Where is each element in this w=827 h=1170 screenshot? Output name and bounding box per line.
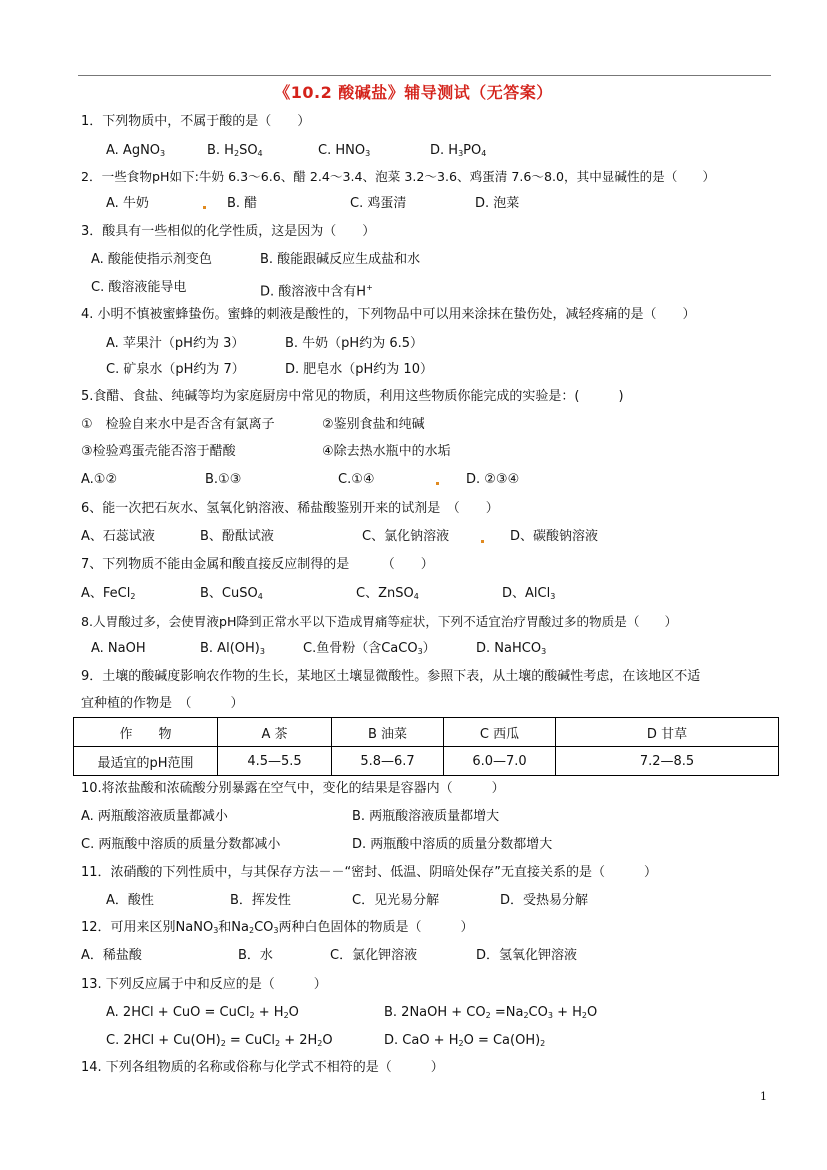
page-number: 1 bbox=[760, 1090, 767, 1103]
q5-item-1: ① 检验自来水中是否含有氯离子 bbox=[81, 417, 275, 432]
q5-item-4: ④除去热水瓶中的水垢 bbox=[322, 444, 451, 459]
q3-option-a: A. 酸能使指示剂变色 bbox=[91, 252, 212, 267]
q6-option-d: D、碳酸钠溶液 bbox=[510, 529, 599, 544]
q1-option-d: D. $H_3PO_4$ bbox=[430, 143, 487, 158]
q3-option-d: D. 酸溶液中含有H+ bbox=[260, 283, 373, 300]
table-cell: 最适宜的pH范围 bbox=[74, 747, 218, 776]
crop-ph-table bbox=[73, 717, 779, 776]
q13-option-b: B. 2NaOH + $CO_2 =Na_2CO_3 + H_2O$ bbox=[384, 1005, 598, 1020]
q12-option-d: D．氢氧化钾溶液 bbox=[476, 948, 578, 963]
table-cell: C 西瓜 bbox=[444, 718, 556, 747]
q11-option-b: B．挥发性 bbox=[230, 893, 291, 908]
table-row bbox=[74, 747, 779, 776]
question-14: 14. 下列各组物质的名称或俗称与化学式不相符的是（ ） bbox=[81, 1060, 444, 1075]
q3-option-b: B. 酸能跟碱反应生成盐和水 bbox=[260, 252, 421, 267]
q1-option-a: A. AgNO$_3$ bbox=[106, 143, 166, 158]
table-cell: 作 物 bbox=[74, 718, 218, 747]
header-rule bbox=[78, 75, 771, 76]
table-cell: 7.2—8.5 bbox=[556, 747, 779, 776]
table-cell: B 油菜 bbox=[332, 718, 444, 747]
q4-option-d: D. 肥皂水（pH约为 10） bbox=[285, 362, 433, 377]
q2-option-b: B. 醋 bbox=[227, 196, 258, 211]
q1-option-b: B. $H_2SO_4$ bbox=[207, 143, 263, 158]
q4-option-b: B. 牛奶（pH约为 6.5） bbox=[285, 336, 424, 351]
q13-option-c: C. $2HCl + Cu(OH)_2$ = CuCl$_2$ + $2H_2O$ bbox=[106, 1033, 333, 1048]
q7-option-a: A、FeCl$_2$ bbox=[81, 586, 136, 601]
question-13: 13. 下列反应属于中和反应的是（ ） bbox=[81, 977, 327, 992]
q5-item-3: ③检验鸡蛋壳能否溶于醋酸 bbox=[81, 444, 236, 459]
q5-item-2: ②鉴别食盐和纯碱 bbox=[322, 417, 425, 432]
question-5: 5.食醋、食盐、纯碱等均为家庭厨房中常见的物质，利用这些物质你能完成的实验是：( ) bbox=[81, 389, 624, 404]
q8-option-c: C.鱼骨粉（含CaCO$_3$） bbox=[303, 641, 436, 656]
table-cell: D 甘草 bbox=[556, 718, 779, 747]
q3-option-c: C. 酸溶液能导电 bbox=[91, 280, 187, 295]
table-header-row bbox=[74, 718, 779, 747]
q5-option-c: C.①④ bbox=[338, 472, 375, 487]
q11-option-d: D．受热易分解 bbox=[500, 893, 589, 908]
q6-option-a: A、石蕊试液 bbox=[81, 529, 155, 544]
table-cell: A 茶 bbox=[218, 718, 332, 747]
q10-option-b: B. 两瓶酸溶液质量都增大 bbox=[352, 809, 500, 824]
q7-option-c: C、ZnSO$_4$ bbox=[356, 586, 419, 601]
q4-option-c: C. 矿泉水（pH约为 7） bbox=[106, 362, 245, 377]
page-title: 《10.2 酸碱盐》辅导测试（无答案） bbox=[274, 83, 553, 102]
question-1: 1．下列物质中，不属于酸的是（ ） bbox=[81, 114, 311, 129]
q2-option-c: C. 鸡蛋清 bbox=[350, 196, 407, 211]
q6-option-b: B、酚酞试液 bbox=[200, 529, 274, 544]
table-cell: 6.0—7.0 bbox=[444, 747, 556, 776]
q2-option-d: D. 泡菜 bbox=[475, 196, 520, 211]
q10-option-d: D. 两瓶酸中溶质的质量分数都增大 bbox=[352, 837, 553, 852]
question-9-cont: 宜种植的作物是 （ ） bbox=[81, 696, 244, 711]
q7-option-d: D、AlCl$_3$ bbox=[502, 586, 556, 601]
question-8: 8.人胃酸过多，会使胃液pH降到正常水平以下造成胃痛等症状，下列不适宜治疗胃酸过多的物质是（ ） bbox=[81, 614, 678, 629]
stray-mark bbox=[203, 206, 206, 209]
q11-option-c: C．见光易分解 bbox=[352, 893, 440, 908]
q8-option-b: B. $Al(OH)_3$ bbox=[200, 641, 265, 656]
question-3: 3．酸具有一些相似的化学性质，这是因为（ ） bbox=[81, 224, 376, 239]
question-10: 10.将浓盐酸和浓硫酸分别暴露在空气中，变化的结果是容器内（ ） bbox=[81, 781, 505, 796]
question-12: 12．可用来区别NaNO$_3$和$Na_2CO_3$两种白色固体的物质是（ ） bbox=[81, 920, 474, 935]
question-11: 11．浓硝酸的下列性质中，与其保存方法－－“密封、低温、阴暗处保存”无直接关系的是（ ） bbox=[81, 865, 658, 880]
stray-mark bbox=[481, 540, 484, 543]
q1-option-c: C. $HNO_3$ bbox=[318, 143, 371, 158]
q13-option-a: A. 2HCl + CuO = CuCl$_2$ + $H_2O$ bbox=[106, 1005, 299, 1020]
q12-option-a: A．稀盐酸 bbox=[81, 948, 142, 963]
q6-option-c: C、氯化钠溶液 bbox=[362, 529, 450, 544]
stray-mark bbox=[436, 482, 439, 485]
q12-option-c: C．氯化钾溶液 bbox=[330, 948, 418, 963]
question-7: 7、下列物质不能由金属和酸直接反应制得的是 （ ） bbox=[81, 557, 434, 572]
q13-option-d: D. CaO + $H_2O = Ca(OH)_2$ bbox=[384, 1033, 546, 1048]
q2-option-a: A. 牛奶 bbox=[106, 196, 149, 211]
q11-option-a: A．酸性 bbox=[106, 893, 154, 908]
q8-option-a: A. NaOH bbox=[91, 641, 146, 656]
q5-option-d: D. ②③④ bbox=[466, 472, 520, 487]
q4-option-a: A. 苹果汁（pH约为 3） bbox=[106, 336, 245, 351]
q7-option-b: B、CuSO$_4$ bbox=[200, 586, 263, 601]
q8-option-d: D. NaHCO$_3$ bbox=[476, 641, 547, 656]
q10-option-c: C. 两瓶酸中溶质的质量分数都减小 bbox=[81, 837, 281, 852]
q5-option-b: B.①③ bbox=[205, 472, 242, 487]
q5-option-a: A.①② bbox=[81, 472, 118, 487]
question-4: 4. 小明不慎被蜜蜂蛰伤。蜜蜂的刺液是酸性的，下列物品中可以用来涂抹在蛰伤处，减轻疼痛的是（ ） bbox=[81, 307, 696, 322]
question-6: 6、能一次把石灰水、氢氧化钠溶液、稀盐酸鉴别开来的试剂是 （ ） bbox=[81, 501, 499, 516]
q10-option-a: A. 两瓶酸溶液质量都减小 bbox=[81, 809, 228, 824]
question-2: 2．一些食物pH如下:牛奶 6.3～6.6、醋 2.4～3.4、泡菜 3.2～3.6、鸡蛋清 7.6～8.0，其中显碱性的是（ ） bbox=[81, 169, 716, 184]
q12-option-b: B．水 bbox=[238, 948, 273, 963]
table-cell: 5.8—6.7 bbox=[332, 747, 444, 776]
question-9: 9．土壤的酸碱度影响农作物的生长，某地区土壤显微酸性。参照下表，从土壤的酸碱性考虑，在该地区不适 bbox=[81, 669, 701, 684]
table-cell: 4.5—5.5 bbox=[218, 747, 332, 776]
